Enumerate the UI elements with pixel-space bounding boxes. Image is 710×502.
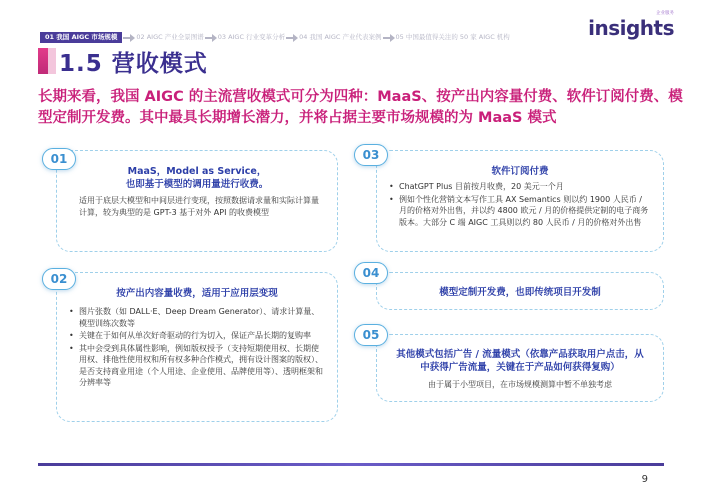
- title-accent-bar: [38, 48, 48, 74]
- breadcrumb: [40, 32, 510, 43]
- logo-tagline: 企业服务: [656, 11, 674, 16]
- card-05-title-line2: 中获得广告流量，关键在于产品如何获得复购）: [420, 362, 620, 373]
- breadcrumb-item[interactable]: 05 中国最值得关注的 50 家 AIGC 机构: [395, 33, 510, 41]
- badge-02: 02: [42, 268, 76, 290]
- list-item: • 其中会受到具体属性影响，例如版权授予（支持短期使用权、长期使用权、排他性使用权和所有权多种合作模式，拥有设计图案的版权）、是否支持商业用途（个人用途、企业使用、品牌使用等）、透明框架和分辨率等: [67, 343, 325, 389]
- card-03-title: 软件订阅付费: [491, 166, 549, 177]
- card-03-body: [387, 181, 649, 229]
- list-item: • ChatGPT Plus 目前按月收费，20 美元一个月: [387, 181, 649, 193]
- breadcrumb-item[interactable]: 03 AIGC 行业变革分析: [217, 33, 286, 41]
- page-title: 1.5 营收模式: [59, 51, 208, 77]
- list-item: • 例如个性化营销文本写作工具 AX Semantics 则以约 1900 人民币 / 月的价格对外出售，并以约 4800 欧元 / 月的价格提供定制的电子商务版本。大部分 C 端 AIGC 工具则以约 80 人民币 / 月的价格对外出售: [387, 194, 649, 229]
- breadcrumb-item[interactable]: 02 AIGC 产业全景图谱: [136, 33, 204, 41]
- badge-01: 01: [42, 148, 76, 170]
- card-02-body: [67, 306, 325, 390]
- card-02-title: 按产出内容量收费，适用于应用层变现: [116, 288, 278, 299]
- footer-divider: [38, 463, 664, 466]
- breadcrumb-active[interactable]: 01 我国 AIGC 市场规模: [40, 32, 122, 43]
- list-item: • 图片张数（如 DALL·E、Deep Dream Generator）、请求计算量、模型训练次数等: [67, 306, 325, 329]
- page-subtitle: 长期来看，我国 AIGC 的主流营收模式可分为四种：MaaS、按产出内容量付费、软件订阅付费、模型定制开发费。其中最具长期增长潜力，并将占据主要市场规模的为 MaaS 模式: [38, 89, 683, 126]
- card-01: [56, 150, 338, 252]
- logo-text: insights: [588, 16, 674, 40]
- card-03: [376, 150, 664, 252]
- card-05: [376, 334, 664, 402]
- card-01-title-line1: MaaS，Model as Service，: [127, 166, 267, 177]
- card-01-title: [57, 165, 337, 191]
- breadcrumb-item[interactable]: 04 我国 AIGC 产业代表案例: [299, 33, 382, 41]
- card-02: [56, 272, 338, 422]
- list-item: • 关键在于如何从单次好奇驱动的行为切入，保证产品长期的复购率: [67, 330, 325, 342]
- title-accent-bar-light: [48, 48, 56, 74]
- arrow-right-icon: [286, 34, 298, 42]
- badge-03: 03: [354, 144, 388, 166]
- card-05-body: 由于属于小型项目，在市场规模测算中暂不单独考虑: [428, 380, 612, 389]
- brand-logo: [588, 10, 674, 40]
- arrow-right-icon: [383, 34, 395, 42]
- badge-05: 05: [354, 324, 388, 346]
- card-04-title: 模型定制开发费，也即传统项目开发制: [439, 287, 601, 298]
- card-04: [376, 272, 664, 310]
- card-01-title-line2: 也即基于模型的调用量进行收费。: [125, 179, 269, 190]
- arrow-right-icon: [205, 34, 217, 42]
- card-01-body: 适用于底层大模型和中间层进行变现，按照数据请求量和实际计算量计算，较为典型的是 GPT-3 基于对外 API 的收费模型: [79, 196, 319, 217]
- badge-04: 04: [354, 262, 388, 284]
- arrow-right-icon: [123, 34, 135, 42]
- page-number: 9: [641, 474, 648, 485]
- card-05-title: [377, 348, 663, 374]
- card-05-title-line1: 其他模式包括广告 / 流量模式（依靠产品获取用户点击，从: [396, 349, 644, 360]
